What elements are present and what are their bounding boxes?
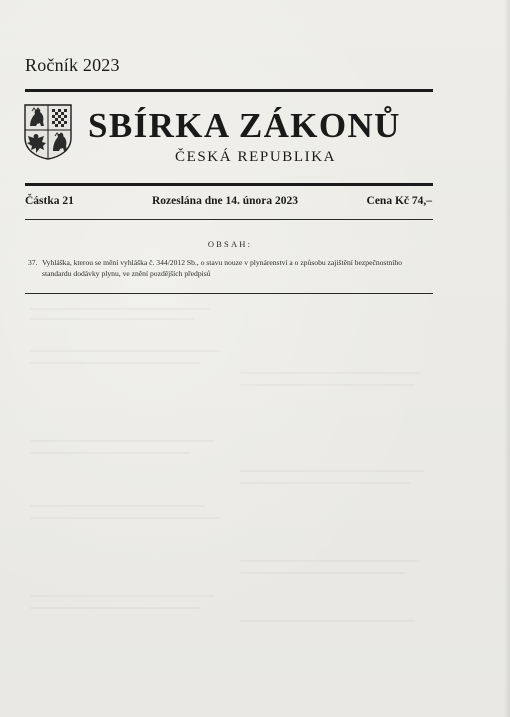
czech-coat-of-arms-icon — [24, 104, 72, 160]
contents-item-number: 37. — [28, 258, 38, 267]
publication-subtitle: ČESKÁ REPUBLIKA — [175, 149, 337, 165]
contents-heading: OBSAH: — [207, 239, 253, 249]
header-bottom-rule — [25, 183, 433, 186]
meta-rule — [25, 219, 433, 220]
header-top-rule — [25, 89, 433, 92]
contents-item — [28, 258, 438, 279]
contents-item-text-line1: Vyhláška, kterou se mění vyhláška č. 344/2012 Sb., o stavu nouze v plynárenství a o způsobu zajištění bezpečnostního — [42, 258, 402, 267]
issue-number: Částka 21 — [25, 195, 74, 207]
contents-bottom-rule — [25, 293, 433, 294]
issue-price: Cena Kč 74,– — [366, 195, 432, 207]
publication-date: Rozeslána dne 14. února 2023 — [152, 195, 298, 207]
contents-item-text-line2: standardu dodávky plynu, ve znění pozdějších předpisů — [42, 268, 211, 278]
volume-year: Ročník 2023 — [25, 55, 120, 75]
page-edge-shadow — [504, 0, 510, 717]
publication-title: SBÍRKA ZÁKONŮ — [88, 106, 401, 145]
